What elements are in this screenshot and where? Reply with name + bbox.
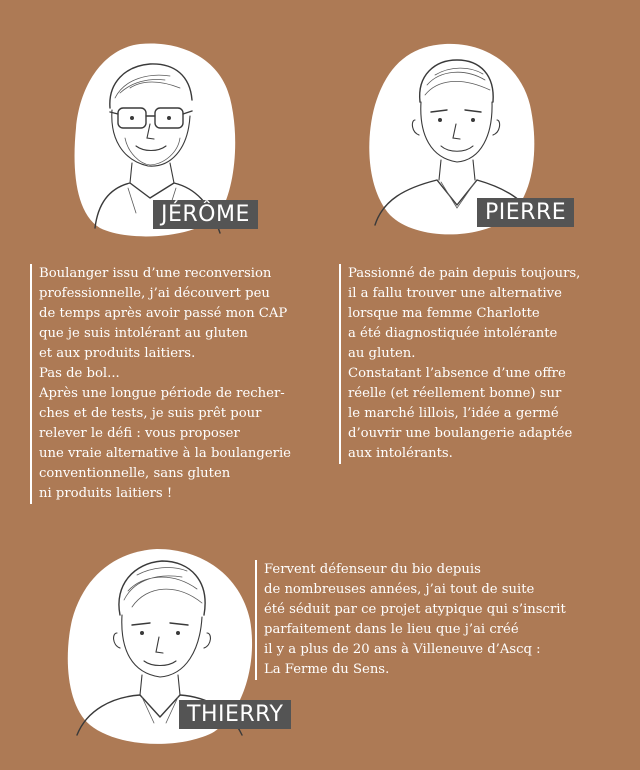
bio-line: Passionné de pain depuis toujours, xyxy=(348,266,581,281)
bio-line: a été diagnostiquée intolérante xyxy=(348,326,558,341)
bio-line: réelle (et réellement bonne) sur xyxy=(348,386,562,401)
bio-line: professionnelle, j’ai découvert peu xyxy=(39,286,270,301)
bio-line: lorsque ma femme Charlotte xyxy=(348,306,540,321)
bio-line: il a fallu trouver une alternative xyxy=(348,286,562,301)
pierre-name-tag: PIERRE xyxy=(477,198,574,227)
bio-line: au gluten. xyxy=(348,346,416,361)
bio-line: une vraie alternative à la boulangerie xyxy=(39,446,291,461)
bio-line: d’ouvrir une boulangerie adaptée xyxy=(348,426,573,441)
bio-line: Pas de bol... xyxy=(39,366,120,381)
bio-line: de temps après avoir passé mon CAP xyxy=(39,306,288,321)
jerome-name-tag: JÉRÔME xyxy=(153,200,258,229)
bio-line: Après une longue période de recher- xyxy=(39,386,285,401)
bio-line: aux intolérants. xyxy=(348,446,453,461)
bio-line: de nombreuses années, j’ai tout de suite xyxy=(264,582,535,597)
bio-line: Fervent défenseur du bio depuis xyxy=(264,562,481,577)
bio-line: été séduit par ce projet atypique qui s’inscrit xyxy=(264,602,566,617)
jerome-bio xyxy=(30,264,291,504)
bio-line: parfaitement dans le lieu que j’ai créé xyxy=(264,622,519,637)
bio-line: Constatant l’absence d’une offre xyxy=(348,366,566,381)
bio-line: il y a plus de 20 ans à Villeneuve d’Ascq : xyxy=(264,642,541,657)
bio-line: conventionnelle, sans gluten xyxy=(39,466,231,481)
bio-line: relever le défi : vous proposer xyxy=(39,426,240,441)
thierry-name-tag: THIERRY xyxy=(179,700,291,729)
bio-line: le marché lillois, l’idée a germé xyxy=(348,406,559,421)
bio-line: La Ferme du Sens. xyxy=(264,662,390,677)
bio-line: ches et de tests, je suis prêt pour xyxy=(39,406,262,421)
bio-line: et aux produits laitiers. xyxy=(39,346,196,361)
bio-line: Boulanger issu d’une reconversion xyxy=(39,266,272,281)
bio-line: ni produits laitiers ! xyxy=(39,486,173,501)
bio-line: que je suis intolérant au gluten xyxy=(39,326,248,341)
pierre-bio xyxy=(339,264,580,464)
thierry-bio xyxy=(255,560,566,680)
